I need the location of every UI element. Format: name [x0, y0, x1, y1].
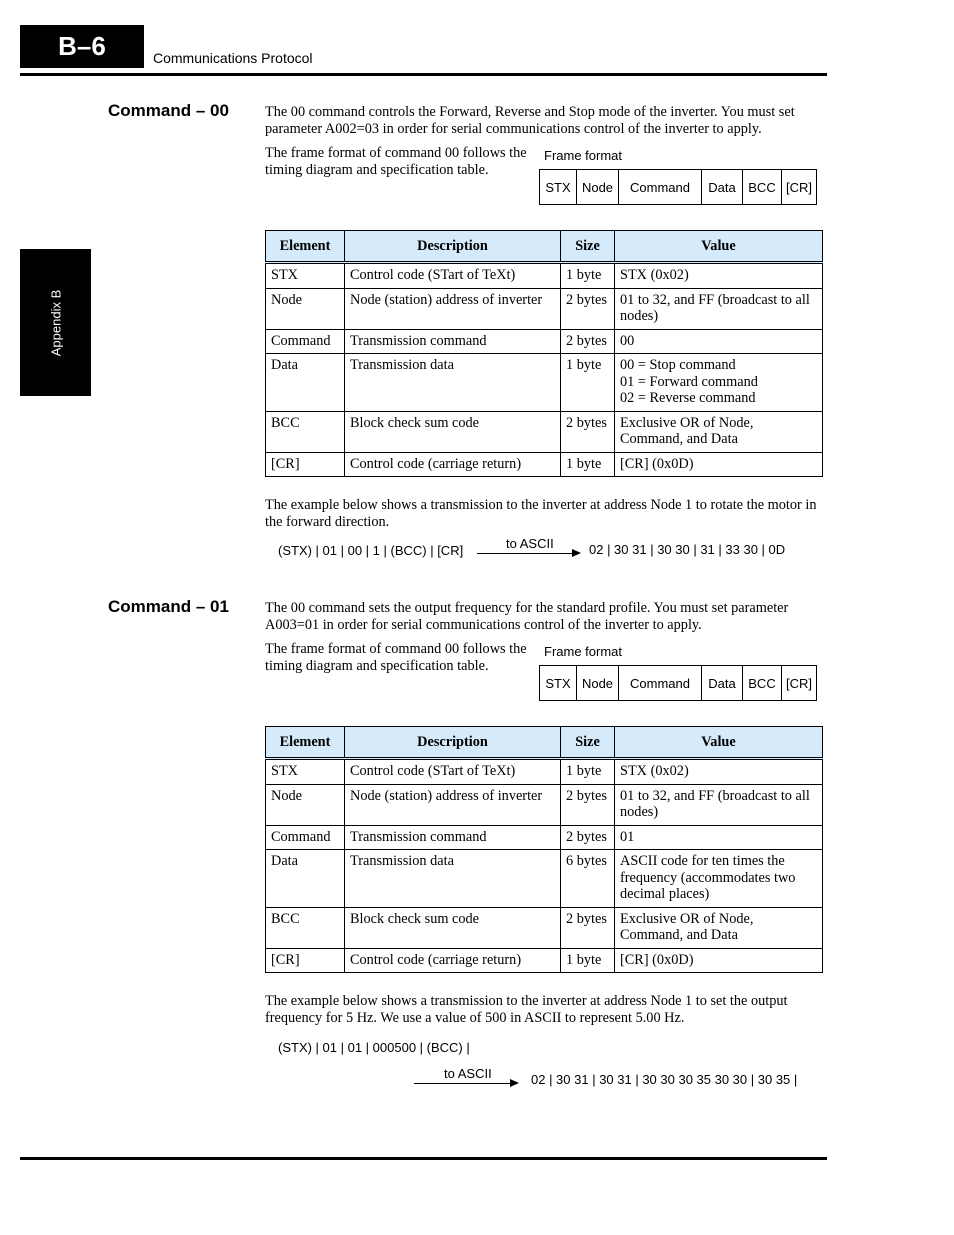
section-intro: The 00 command controls the Forward, Reverse and Stop mode of the inverter. You must set parameter A002=03 in order for serial communications control of the inverter to apply. [265, 104, 795, 137]
frame-cell-data: Data [702, 666, 743, 700]
table-cell: [CR] (0x0D) [615, 452, 823, 477]
table-row [266, 948, 823, 973]
table-row [266, 354, 823, 412]
frame-cell-cr: [CR] [786, 675, 812, 691]
table-cell: Command [266, 329, 345, 354]
frame-cell-data: Data [702, 170, 743, 204]
example-text: The example below shows a transmission to the inverter at address Node 1 to set the output frequency for 5 Hz. We use a value of 500 in ASCII to represent 5.00 Hz. [265, 993, 788, 1026]
column-header: Element [266, 727, 345, 759]
table-cell: Control code (STart of TeXt) [345, 263, 561, 289]
table-cell: [CR] [266, 948, 345, 973]
table-cell: Exclusive OR of Node, Command, and Data [615, 907, 823, 948]
table-cell: [CR] [266, 452, 345, 477]
frame-cell-node: Node [577, 170, 619, 204]
frame-cell-stx: STX [540, 666, 577, 700]
table-cell: 00 [615, 329, 823, 354]
table-cell: 00 = Stop command 01 = Forward command 02 = Reverse command [615, 354, 823, 412]
table-cell: Command [266, 825, 345, 850]
column-header: Description [345, 231, 561, 263]
column-header: Element [266, 231, 345, 263]
frame-format-diagram [539, 169, 817, 205]
column-header: Size [561, 727, 615, 759]
arrow-right-icon [572, 549, 581, 557]
table-cell: 1 byte [561, 263, 615, 289]
arrow-right-icon [510, 1079, 519, 1087]
section-heading-command-00: Command – 00 [108, 101, 229, 120]
spec-table-command-01 [265, 726, 823, 973]
table-header-row [266, 231, 823, 263]
column-header: Size [561, 231, 615, 263]
table-row [266, 263, 823, 289]
column-header: Description [345, 727, 561, 759]
table-cell: 1 byte [561, 948, 615, 973]
table-cell: 01 to 32, and FF (broadcast to all nodes) [615, 288, 823, 329]
frame-format-text: The frame format of command 00 follows the timing diagram and specification table. [265, 641, 527, 674]
table-cell: Node (station) address of inverter [345, 784, 561, 825]
side-tab [20, 249, 91, 396]
page-number: B–6 [20, 25, 144, 68]
table-cell: Block check sum code [345, 411, 561, 452]
arrow-line [414, 1083, 511, 1084]
header-title: Communications Protocol [153, 50, 313, 66]
arrow-line [477, 553, 573, 554]
example-ascii-sequence: 02 | 30 31 | 30 31 | 30 30 30 35 30 30 | 30 35 | [531, 1072, 798, 1087]
section-intro: The 00 command sets the output frequency for the standard profile. You must set parameter A003=01 in order for serial communications control of the inverter to apply. [265, 600, 789, 633]
table-cell: 1 byte [561, 452, 615, 477]
column-header: Value [615, 231, 823, 263]
table-cell: STX (0x02) [615, 759, 823, 785]
table-cell: Transmission command [345, 329, 561, 354]
table-cell: Exclusive OR of Node, Command, and Data [615, 411, 823, 452]
table-cell: Block check sum code [345, 907, 561, 948]
section-heading-command-01: Command – 01 [108, 597, 229, 616]
frame-format-text: The frame format of command 00 follows the timing diagram and specification table. [265, 145, 527, 178]
frame-format-label: Frame format [544, 644, 623, 659]
table-cell: Transmission data [345, 354, 561, 412]
frame-cell-stx: STX [540, 170, 577, 204]
side-tab-label: Appendix B [48, 289, 63, 356]
table-cell: STX (0x02) [615, 263, 823, 289]
table-cell: 01 to 32, and FF (broadcast to all nodes) [615, 784, 823, 825]
table-cell: Control code (carriage return) [345, 948, 561, 973]
table-cell: Node (station) address of inverter [345, 288, 561, 329]
table-cell: 2 bytes [561, 288, 615, 329]
table-row [266, 784, 823, 825]
table-cell: Transmission data [345, 850, 561, 908]
table-cell: 01 [615, 825, 823, 850]
table-row [266, 411, 823, 452]
example-text: The example below shows a transmission to the inverter at address Node 1 to rotate the motor in the forward direction. [265, 497, 817, 530]
to-ascii-label: to ASCII [444, 1066, 492, 1081]
table-cell: Data [266, 850, 345, 908]
table-cell: Node [266, 784, 345, 825]
example-source-sequence: (STX) | 01 | 01 | 000500 | (BCC) | [278, 1040, 470, 1055]
frame-cell-command: Command [619, 666, 702, 700]
table-row [266, 759, 823, 785]
table-row [266, 329, 823, 354]
table-cell: Node [266, 288, 345, 329]
footer-rule [20, 1157, 827, 1160]
table-cell: BCC [266, 411, 345, 452]
table-cell: 2 bytes [561, 825, 615, 850]
frame-cell-node: Node [577, 666, 619, 700]
example-ascii-sequence: 02 | 30 31 | 30 30 | 31 | 33 30 | 0D [589, 542, 786, 557]
table-cell: [CR] (0x0D) [615, 948, 823, 973]
table-cell: 1 byte [561, 759, 615, 785]
frame-cell-cr: [CR] [786, 179, 812, 195]
table-row [266, 825, 823, 850]
table-cell: Data [266, 354, 345, 412]
frame-cell-bcc: BCC [743, 170, 782, 204]
table-cell: Control code (STart of TeXt) [345, 759, 561, 785]
table-cell: 2 bytes [561, 784, 615, 825]
table-cell: 1 byte [561, 354, 615, 412]
table-cell: 2 bytes [561, 907, 615, 948]
table-cell: STX [266, 759, 345, 785]
table-cell: Control code (carriage return) [345, 452, 561, 477]
table-cell: 2 bytes [561, 411, 615, 452]
table-cell: 6 bytes [561, 850, 615, 908]
column-header: Value [615, 727, 823, 759]
table-row [266, 907, 823, 948]
example-source-sequence: (STX) | 01 | 00 | 1 | (BCC) | [CR] [278, 543, 464, 558]
to-ascii-label: to ASCII [506, 536, 554, 551]
table-cell: STX [266, 263, 345, 289]
frame-format-diagram [539, 665, 817, 701]
frame-cell-command: Command [619, 170, 702, 204]
table-cell: 2 bytes [561, 329, 615, 354]
table-cell: ASCII code for ten times the frequency (accommodates two decimal places) [615, 850, 823, 908]
frame-format-label: Frame format [544, 148, 623, 163]
table-row [266, 850, 823, 908]
frame-cell-bcc: BCC [743, 666, 782, 700]
table-row [266, 288, 823, 329]
spec-table-command-00 [265, 230, 823, 477]
table-row [266, 452, 823, 477]
table-cell: Transmission command [345, 825, 561, 850]
table-header-row [266, 727, 823, 759]
header-rule [20, 73, 827, 76]
table-cell: BCC [266, 907, 345, 948]
